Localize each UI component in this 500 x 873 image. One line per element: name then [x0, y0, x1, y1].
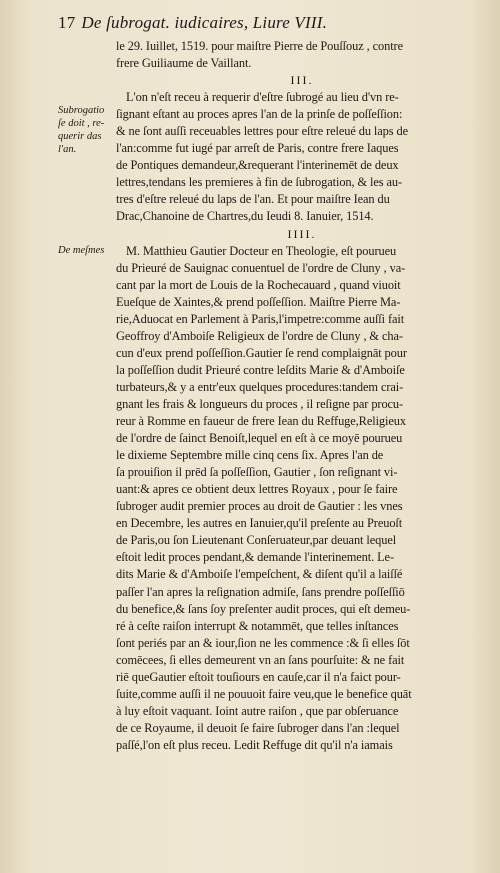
text-line: de Pontiques demandeur,&requerant l'interinemēt de deux: [116, 158, 399, 173]
body-text: [116, 38, 488, 754]
text-line: du benefice,& ſans ſoy preſenter audit proces, qui eſt demeu-: [116, 601, 411, 616]
text-line: M. Matthieu Gautier Docteur en Theologie, eſt pourueu: [126, 243, 397, 258]
text-line: rie,Aduocat en Parlement à Paris,l'impetre:comme auſſi fait: [116, 311, 405, 326]
text-line: Eueſque de Xaintes,& prend poſſeſſion. Maiſtre Pierre Ma-: [116, 294, 401, 309]
text-line: du Prieuré de Sauignac conuentuel de l'ordre de Cluny , va-: [116, 260, 406, 275]
text-line: de ce Royaume, il deuoit ſe faire ſubroger dans l'an :lequel: [116, 720, 400, 735]
text-line: Geoffroy d'Amboiſe Religieux de l'ordre de Cluny , & cha-: [116, 328, 403, 343]
running-title: De ſubrogat. iudicaires, Liure VIII.: [81, 13, 328, 32]
text-line: le dixieme Septembre mille cinq cens ſix. Apres l'an de: [116, 448, 384, 463]
margin-note-line: ſe doit , re-: [58, 118, 105, 129]
margin-note-line: De meſmes: [58, 245, 105, 256]
margin-note-line: querir das: [58, 131, 102, 142]
margin-note-line: Subrogatio: [58, 105, 105, 116]
text-line: riē queGautier eſtoit touſiours en cauſe,car il n'a faict pour-: [116, 669, 401, 684]
text-line: L'on n'eſt receu à requerir d'eſtre ſubrogé au lieu d'vn re-: [126, 90, 399, 105]
text-line: paſſer l'an apres la reſignation admiſe, ſans prendre poſſeſſiō: [116, 584, 405, 599]
text-line: ſuite,comme auſſi il ne pouuoit faire veu,que le benefice quāt: [116, 686, 412, 701]
text-line: de Paris,ou ſon Lieutenant Conſeruateur,par deuant lequel: [116, 533, 397, 548]
text-line: dits Marie & d'Amboiſe l'empeſchent, & diſent qu'il a laiſſé: [116, 567, 403, 582]
text-line: le 29. Iuillet, 1519. pour maiſtre Pierre de Pouſſouz , contre: [116, 39, 403, 53]
text-line: eſtoit ledit proces pendant,& demande l'interinement. Le-: [116, 550, 394, 565]
text-line: la poſſeſſion dudit Prieuré contre leſdits Marie & d'Amboiſe: [116, 362, 405, 377]
text-line: cun d'eux prend poſſeſſion.Gautier ſe rend complaignāt pour: [116, 345, 407, 360]
margin-note-de-mesmes: [58, 244, 118, 257]
text-line: l'an:comme fut iugé par arreſt de Paris, contre frere Iaques: [116, 141, 399, 156]
text-line: turbateurs,& y a entr'eux quelques procedures:tandem crai-: [116, 379, 404, 394]
text-line: frere Guiliaume de Vaillant.: [116, 56, 252, 71]
text-line: ſa prouiſion il prēd ſa poſſeſſion, Gautier , ſon reſignant vi-: [116, 465, 398, 480]
page-number: 17: [58, 13, 76, 32]
running-head: [58, 13, 327, 33]
section-numeral: IIII.: [287, 226, 317, 241]
text-line: paſſé,l'on eſt plus receu. Ledit Reffuge dit qu'il n'a iamais: [116, 737, 393, 752]
text-line: uant:& apres ce obtient deux lettres Royaux , pour ſe faire: [116, 482, 398, 497]
text-line: reur à Romme en faueur de frere Iean du Reffuge,Religieux: [116, 414, 406, 429]
margin-note-subrogatio: [58, 104, 118, 156]
text-line: de l'ordre de ſainct Benoiſt,lequel en eſt à ce moyē pourueu: [116, 431, 403, 446]
text-line: ré à ceſte raiſon interrupt & notammēt, que telles inſtances: [116, 618, 399, 633]
text-line: lettres,tendans les premieres à fin de ſubrogation, & les au-: [116, 175, 403, 190]
text-line: & ne ſont auſſi receuables lettres pour eſtre releué du laps de: [116, 124, 408, 139]
text-line: en Decembre, les autres en Ianuier,qu'il preſente au Preuoſt: [116, 516, 403, 531]
text-line: ſont periés par an & iour,ſion ne les commence :& ſi elles ſōt: [116, 635, 410, 650]
text-line: ſubroger audit premier proces au droit de Gautier : les vnes: [116, 499, 403, 514]
section-numeral: III.: [290, 73, 314, 88]
text-line: ſignant eſtant au proces apres l'an de la prinſe de poſſeſſion:: [116, 107, 403, 122]
text-line: cant par la mort de Louis de la Rochecauard , quand viuoit: [116, 277, 401, 292]
text-line: gnant les frais & longueurs du proces , il reſigne par procu-: [116, 396, 404, 411]
text-line: comēcees, ſi elles demeurent vn an ſans pourſuite: & ne fait: [116, 652, 405, 667]
margin-note-line: l'an.: [58, 144, 77, 155]
text-line: Drac,Chanoine de Chartres,du Ieudi 8. Ianuier, 1514.: [116, 209, 374, 224]
text-line: à luy eſtoit vaquant. Ioint autre raiſon , que par obſeruance: [116, 703, 399, 718]
text-line: tres d'eſtre releué du laps de l'an. Et pour maiſtre Iean du: [116, 192, 390, 207]
